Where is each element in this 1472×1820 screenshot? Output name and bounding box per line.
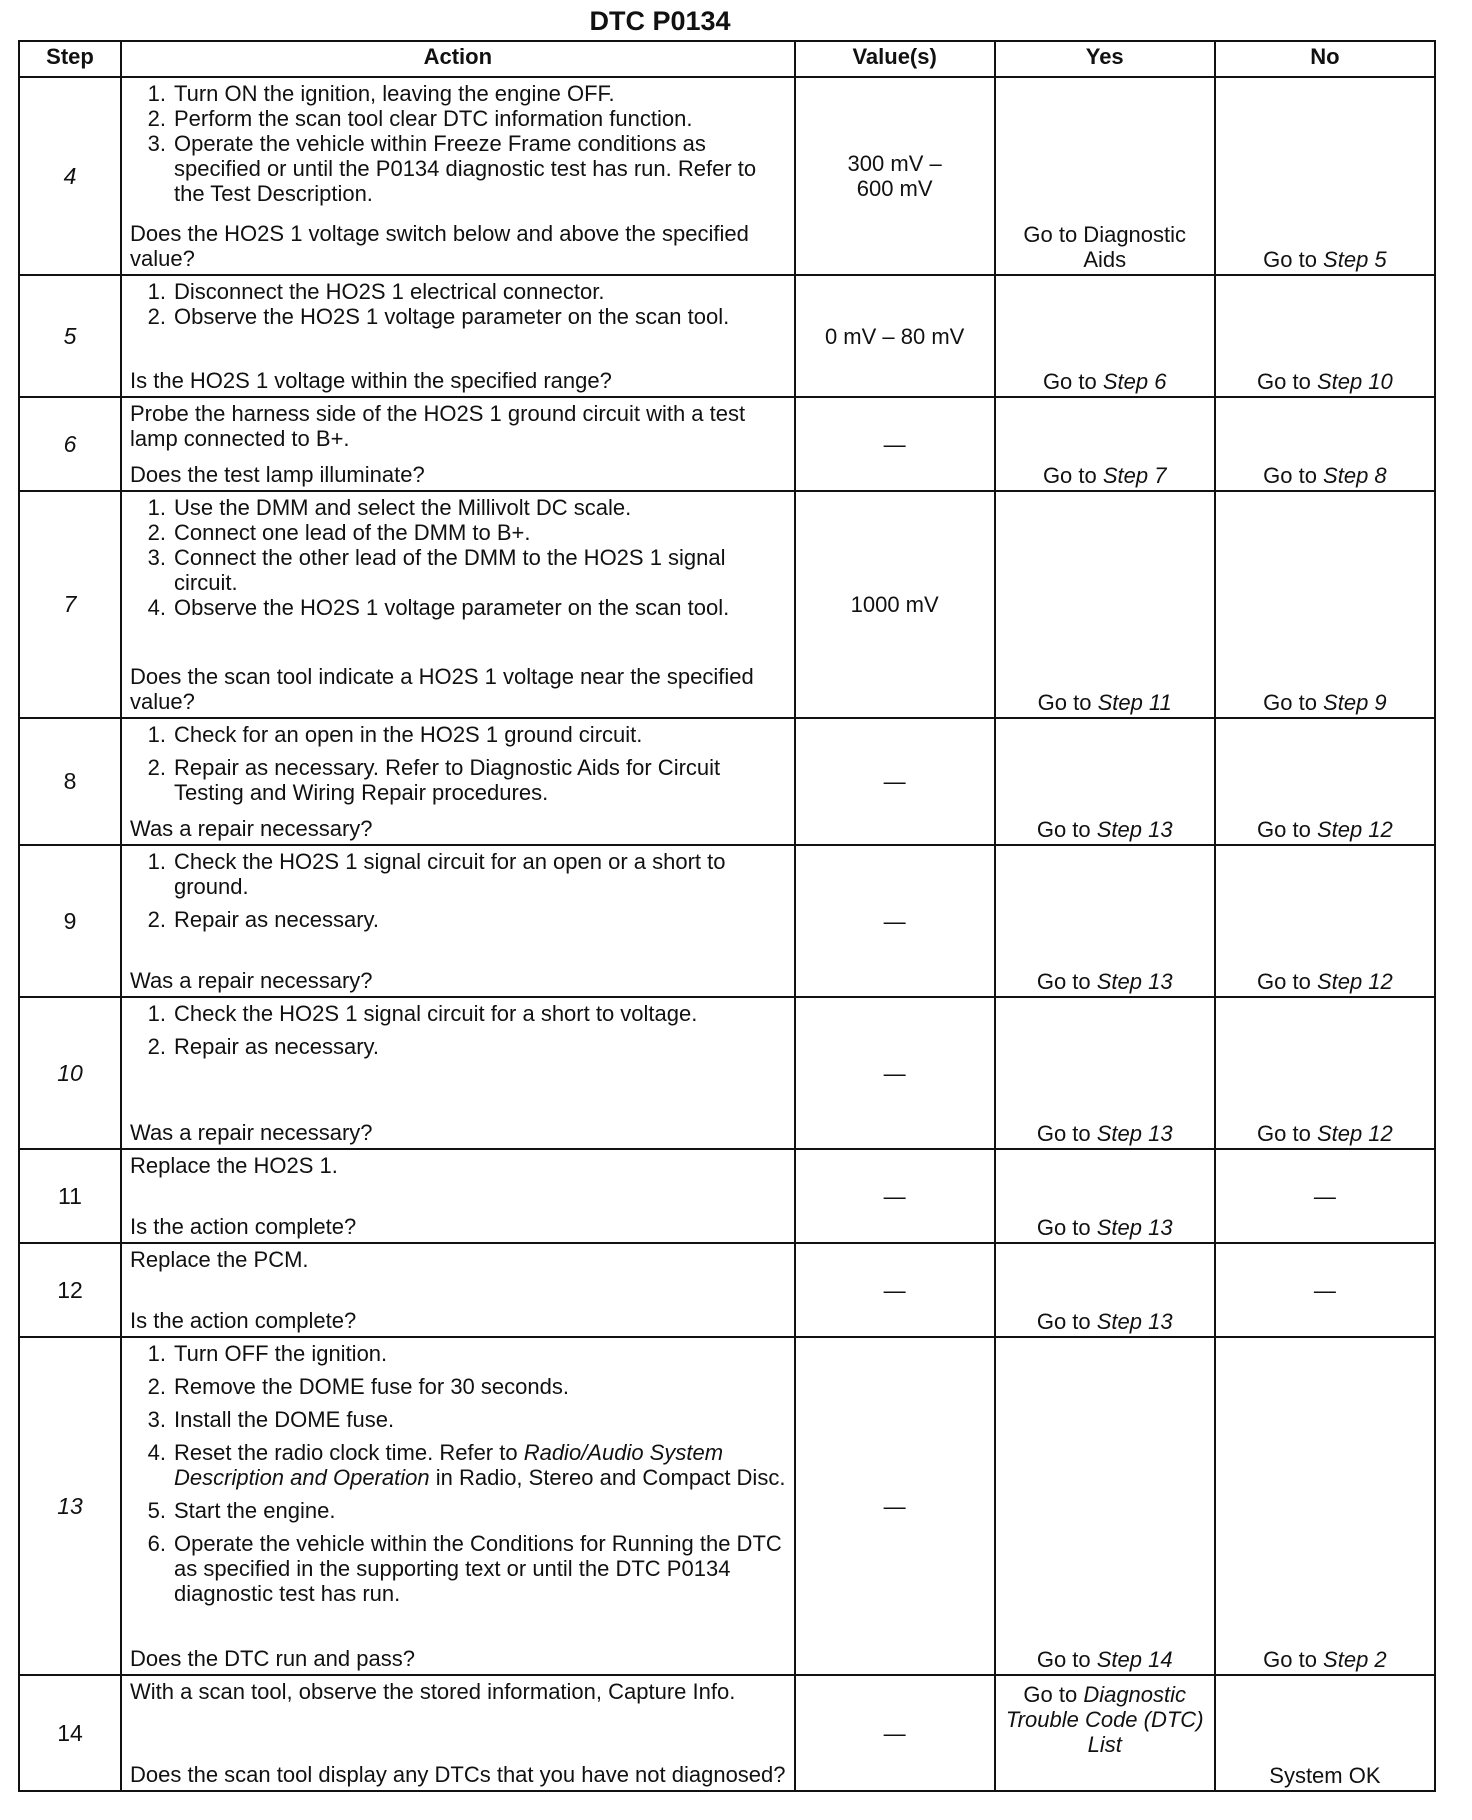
action-cell (121, 1243, 795, 1337)
value-cell: — (795, 718, 995, 845)
no-cell (1215, 718, 1435, 845)
table-row (19, 397, 1435, 491)
step-number: 13 (19, 1337, 121, 1675)
goto-prefix: Go to (1257, 1121, 1317, 1146)
header-row (19, 41, 1435, 77)
value-cell: — (795, 1675, 995, 1791)
goto-prefix: Go to (1042, 463, 1103, 488)
yes-cell (995, 1149, 1215, 1243)
value-cell: — (795, 1243, 995, 1337)
dtc-table (18, 40, 1436, 1792)
step-number: 7 (19, 491, 121, 718)
step-reference: Step 8 (1323, 463, 1387, 488)
table-row (19, 1337, 1435, 1675)
item-text: Repair as necessary. (174, 907, 380, 932)
table-row (19, 1243, 1435, 1337)
table-row (19, 491, 1435, 718)
table-row (19, 77, 1435, 275)
action-cell (121, 718, 795, 845)
item-number: 3. (147, 1407, 166, 1432)
step-reference: Step 12 (1316, 817, 1393, 842)
action-text: Replace the HO2S 1. (130, 1153, 338, 1178)
goto-prefix: Go to (1036, 969, 1097, 994)
no-cell (1215, 997, 1435, 1149)
no-cell (1215, 1337, 1435, 1675)
yes-cell (995, 997, 1215, 1149)
value-cell: — (795, 845, 995, 997)
question-text: Does the scan tool display any DTCs that you have not diagnosed? (130, 1762, 786, 1787)
step-reference: Step 13 (1096, 1309, 1173, 1334)
no-cell: — (1215, 1243, 1435, 1337)
step-reference: Step 6 (1102, 369, 1167, 394)
item-number: 1. (147, 722, 166, 747)
step-reference: Step 13 (1096, 1215, 1173, 1240)
table-row (19, 845, 1435, 997)
yes-cell (995, 845, 1215, 997)
step-number: 14 (19, 1675, 121, 1791)
question-text: Does the scan tool indicate a HO2S 1 voltage near the specified value? (130, 664, 754, 714)
table-row (19, 997, 1435, 1149)
yes-cell: Go to Diagnostic Aids (995, 77, 1215, 275)
item-text: Perform the scan tool clear DTC information function. (174, 106, 693, 131)
value-cell: 0 mV – 80 mV (795, 275, 995, 397)
action-cell (121, 491, 795, 718)
item-text-part: in Radio, Stereo and Compact Disc. (429, 1465, 786, 1490)
yes-cell (995, 1337, 1215, 1675)
table-row (19, 275, 1435, 397)
goto-prefix: Go to (1036, 1309, 1097, 1334)
question-text: Was a repair necessary? (130, 816, 373, 841)
item-number: 1. (147, 1001, 166, 1026)
item-number: 2. (147, 304, 166, 329)
step-reference: Step 13 (1096, 1121, 1173, 1146)
page-title: DTC P0134 (589, 6, 731, 36)
value-cell: — (795, 397, 995, 491)
value-cell: 1000 mV (795, 491, 995, 718)
item-text: Repair as necessary. (174, 1034, 380, 1059)
yes-cell (995, 491, 1215, 718)
goto-prefix: Go to (1263, 247, 1324, 272)
goto-prefix: Go to (1036, 817, 1097, 842)
goto-prefix: Go to (1257, 969, 1317, 994)
value-cell: — (795, 1149, 995, 1243)
item-number: 2. (147, 1374, 166, 1399)
step-reference: Step 5 (1323, 247, 1387, 272)
question-text: Does the HO2S 1 voltage switch below and above the specified value? (130, 221, 749, 271)
step-number: 8 (19, 718, 121, 845)
step-number: 9 (19, 845, 121, 997)
value-cell: — (795, 1337, 995, 1675)
item-number: 2. (147, 1034, 166, 1059)
table-row (19, 718, 1435, 845)
item-number: 3. (147, 545, 166, 570)
header-action: Action (121, 41, 795, 77)
no-cell: — (1215, 1149, 1435, 1243)
doc-reference: Radio/Audio System Description and Operation (174, 1440, 724, 1490)
step-number: 11 (19, 1149, 121, 1243)
step-reference: Step 11 (1097, 690, 1172, 715)
step-reference: Diagnostic Trouble Code (DTC) List (1005, 1682, 1204, 1757)
action-text: Replace the PCM. (130, 1247, 309, 1272)
item-number: 2. (147, 755, 166, 780)
action-cell (121, 397, 795, 491)
step-reference: Step 14 (1096, 1647, 1173, 1672)
question-text: Does the test lamp illuminate? (130, 462, 425, 487)
step-number: 5 (19, 275, 121, 397)
question-text: Is the HO2S 1 voltage within the specified range? (130, 368, 612, 393)
step-number: 10 (19, 997, 121, 1149)
item-number: 2. (147, 907, 166, 932)
step-reference: Step 7 (1102, 463, 1167, 488)
item-text: Turn OFF the ignition. (174, 1341, 388, 1366)
item-number: 5. (147, 1498, 166, 1523)
item-text: Repair as necessary. Refer to Diagnostic Aids for Circuit Testing and Wiring Repair procedures. (174, 755, 721, 805)
step-reference: Step 9 (1323, 690, 1387, 715)
header-step: Step (19, 41, 121, 77)
goto-prefix: Go to (1042, 369, 1103, 394)
table-row (19, 1675, 1435, 1791)
action-cell (121, 1337, 795, 1675)
goto-prefix: Go to (1036, 1647, 1097, 1672)
item-text-part: Reset the radio clock time. Refer to (174, 1440, 524, 1465)
action-text: With a scan tool, observe the stored information, Capture Info. (130, 1679, 736, 1704)
item-number: 1. (147, 495, 166, 520)
item-text: Check the HO2S 1 signal circuit for a short to voltage. (174, 1001, 698, 1026)
no-cell (1215, 397, 1435, 491)
item-number: 1. (147, 81, 166, 106)
question-text: Was a repair necessary? (130, 968, 373, 993)
item-text: Observe the HO2S 1 voltage parameter on the scan tool. (174, 595, 730, 620)
item-text: Start the engine. (174, 1498, 336, 1523)
item-text: Connect one lead of the DMM to B+. (174, 520, 531, 545)
item-number: 2. (147, 106, 166, 131)
step-number: 4 (19, 77, 121, 275)
item-number: 3. (147, 131, 166, 156)
item-number: 4. (147, 595, 166, 620)
header-values: Value(s) (795, 41, 995, 77)
goto-prefix: Go to (1263, 690, 1324, 715)
item-number: 1. (147, 849, 166, 874)
goto-prefix: Go to (1263, 1647, 1324, 1672)
no-cell (1215, 275, 1435, 397)
step-reference: Step 13 (1096, 817, 1173, 842)
goto-prefix: Go to (1023, 1682, 1084, 1707)
no-cell (1215, 77, 1435, 275)
table-row (19, 1149, 1435, 1243)
item-number: 6. (147, 1531, 166, 1556)
goto-prefix: Go to (1037, 690, 1098, 715)
step-number: 12 (19, 1243, 121, 1337)
step-reference: Step 10 (1316, 369, 1393, 394)
goto-prefix: Go to (1263, 463, 1324, 488)
value-cell: 300 mV – 600 mV (795, 77, 995, 275)
item-text: Remove the DOME fuse for 30 seconds. (174, 1374, 569, 1399)
no-cell (1215, 491, 1435, 718)
action-text: Probe the harness side of the HO2S 1 ground circuit with a test lamp connected to B+. (130, 401, 746, 451)
yes-cell (995, 275, 1215, 397)
item-text: Use the DMM and select the Millivolt DC scale. (174, 495, 632, 520)
goto-prefix: Go to (1257, 817, 1317, 842)
item-text: Disconnect the HO2S 1 electrical connector. (174, 279, 605, 304)
item-number: 4. (147, 1440, 166, 1465)
goto-prefix: Go to (1036, 1121, 1097, 1146)
no-cell: System OK (1215, 1675, 1435, 1791)
action-cell (121, 77, 795, 275)
step-reference: Step 12 (1316, 1121, 1393, 1146)
item-text: Check the HO2S 1 signal circuit for an open or a short to ground. (174, 849, 726, 899)
item-number: 1. (147, 1341, 166, 1366)
item-text: Operate the vehicle within the Conditions for Running the DTC as specified in the supporting text or until the DTC P0134 diagnostic test has run. (174, 1531, 782, 1606)
action-cell (121, 1675, 795, 1791)
action-cell (121, 275, 795, 397)
item-number: 2. (147, 520, 166, 545)
yes-cell (995, 397, 1215, 491)
value-cell: — (795, 997, 995, 1149)
yes-cell (995, 718, 1215, 845)
yes-cell (995, 1675, 1215, 1791)
action-cell (121, 845, 795, 997)
step-reference: Step 2 (1323, 1647, 1387, 1672)
yes-cell (995, 1243, 1215, 1337)
no-cell (1215, 845, 1435, 997)
item-text: Operate the vehicle within Freeze Frame conditions as specified or until the P0134 diagnostic test has run. Refer to the Test Description. (174, 131, 757, 206)
question-text: Does the DTC run and pass? (130, 1646, 415, 1671)
step-number: 6 (19, 397, 121, 491)
header-no: No (1215, 41, 1435, 77)
goto-prefix: Go to (1036, 1215, 1097, 1240)
goto-prefix: Go to (1257, 369, 1317, 394)
action-cell (121, 997, 795, 1149)
item-text: Observe the HO2S 1 voltage parameter on the scan tool. (174, 304, 730, 329)
item-text (174, 1440, 786, 1490)
item-text: Check for an open in the HO2S 1 ground circuit. (174, 722, 643, 747)
question-text: Was a repair necessary? (130, 1120, 373, 1145)
item-text: Connect the other lead of the DMM to the HO2S 1 signal circuit. (174, 545, 726, 595)
question-text: Is the action complete? (130, 1214, 357, 1239)
item-number: 1. (147, 279, 166, 304)
action-cell (121, 1149, 795, 1243)
header-yes: Yes (995, 41, 1215, 77)
item-text: Turn ON the ignition, leaving the engine OFF. (174, 81, 615, 106)
step-reference: Step 13 (1096, 969, 1173, 994)
question-text: Is the action complete? (130, 1308, 357, 1333)
step-reference: Step 12 (1316, 969, 1393, 994)
item-text: Install the DOME fuse. (174, 1407, 395, 1432)
